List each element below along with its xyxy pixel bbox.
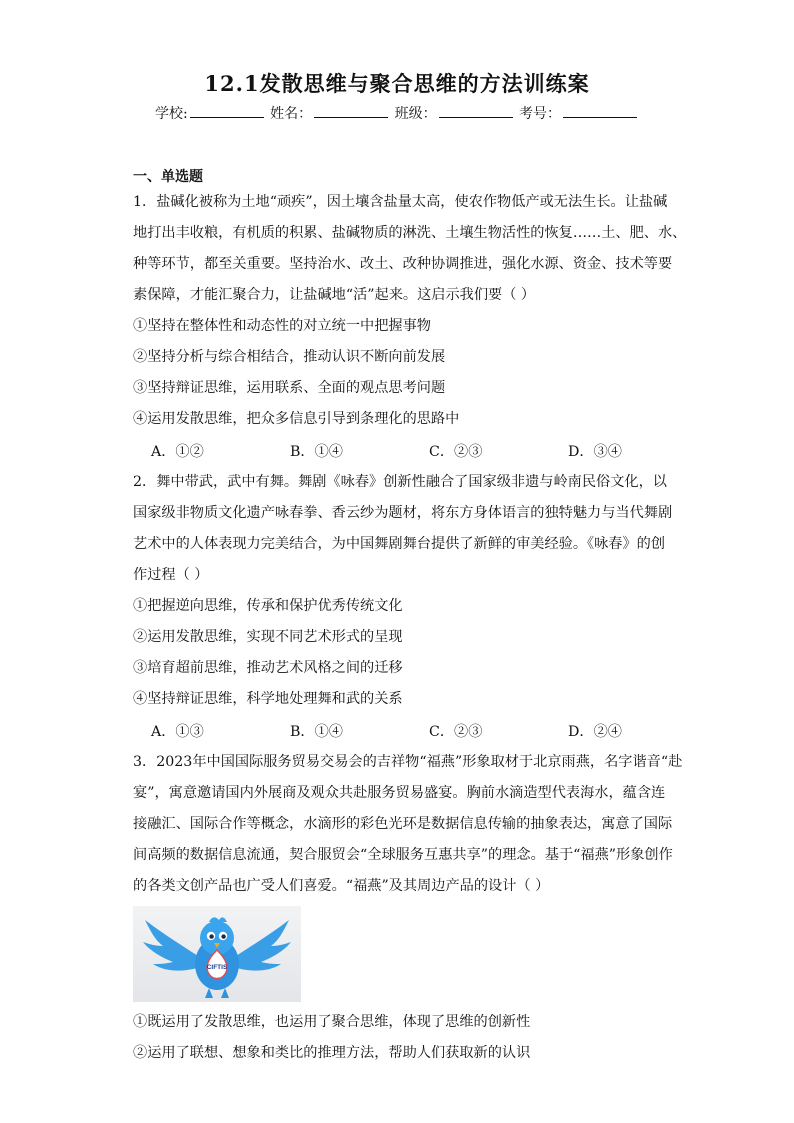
q2-line: 国家级非物质文化遗产咏春拳、香云纱为题材，将东方身体语言的独特魅力与当代舞剧 xyxy=(133,505,673,521)
q3-line: 宴”，寓意邀请国内外展商及观众共赴服务贸易盛宴。胸前水滴造型代表海水，蕴含连 xyxy=(133,785,666,801)
school-label: 学校: xyxy=(154,106,188,122)
name-label: 姓名： xyxy=(270,106,313,122)
q1-option-b[interactable]: B．①④ xyxy=(290,444,343,460)
q1-line: 1．盐碱化被称为土地“顽疾”，因土壤含盐量太高，使农作物低产或无法生长。让盐碱 xyxy=(133,194,668,210)
q2-option-c[interactable]: C．②③ xyxy=(429,724,483,740)
number-label: 考号： xyxy=(519,106,562,122)
mascot-image xyxy=(133,906,301,1002)
q2-option-d[interactable]: D．②④ xyxy=(568,724,622,740)
q1-option-d[interactable]: D．③④ xyxy=(568,444,622,460)
name-blank[interactable] xyxy=(314,104,388,118)
q1-option-a[interactable]: A．①② xyxy=(151,444,204,460)
q1-line: 地打出丰收粮，有机质的积累、盐碱物质的淋洗、土壤生物活性的恢复……土、肥、水、 xyxy=(133,225,687,241)
school-blank[interactable] xyxy=(190,104,264,118)
q3-statement: ②运用了联想、想象和类比的推理方法，帮助人们获取新的认识 xyxy=(133,1045,531,1061)
page-title: 12.1发散思维与聚合思维的方法训练案 xyxy=(204,71,590,96)
section-heading: 一、单选题 xyxy=(133,169,203,185)
q3-line: 接融汇、国际合作等概念，水滴形的彩色光环是数据信息传输的抽象表达，寓意了国际 xyxy=(133,816,673,832)
q2-line: 作过程（ ） xyxy=(133,567,209,583)
q2-line: 艺术中的人体表现力完美结合，为中国舞剧舞台提供了新鲜的审美经验。《咏春》的创 xyxy=(133,536,666,552)
class-label: 班级： xyxy=(394,106,437,122)
q2-line: 2．舞中带武，武中有舞。舞剧《咏春》创新性融合了国家级非遗与岭南民俗文化，以 xyxy=(133,474,667,490)
q1-statement: ①坚持在整体性和动态性的对立统一中把握事物 xyxy=(133,318,431,334)
mascot-bird-icon xyxy=(133,906,301,1002)
q1-line: 素保障，才能汇聚合力，让盐碱地“活”起来。这启示我们要（ ） xyxy=(133,287,536,303)
class-blank[interactable] xyxy=(439,104,513,118)
q2-options xyxy=(151,721,707,741)
q2-statement: ④坚持辩证思维，科学地处理舞和武的关系 xyxy=(133,691,403,707)
q2-option-a[interactable]: A．①③ xyxy=(151,724,204,740)
q1-statement: ④运用发散思维，把众多信息引导到条理化的思路中 xyxy=(133,411,460,427)
q3-line: 间高频的数据信息流通，契合服贸会“全球服务互惠共享”的理念。基于“福燕”形象创作 xyxy=(133,847,673,863)
q1-line: 种等环节，都至关重要。坚持治水、改土、改种协调推进，强化水源、资金、技术等要 xyxy=(133,256,673,272)
mascot-badge-text: CIFTIS xyxy=(206,964,228,971)
q2-statement: ③培育超前思维，推动艺术风格之间的迁移 xyxy=(133,660,403,676)
q1-option-c[interactable]: C．②③ xyxy=(429,444,483,460)
q1-options xyxy=(151,441,707,461)
q2-statement: ①把握逆向思维，传承和保护优秀传统文化 xyxy=(133,598,403,614)
q1-statement: ②坚持分析与综合相结合，推动认识不断向前发展 xyxy=(133,349,446,365)
q3-line: 3．2023年中国国际服务贸易交易会的吉祥物“福燕”形象取材于北京雨燕，名字谐音“赴 xyxy=(133,754,683,770)
number-blank[interactable] xyxy=(563,104,637,118)
q2-option-b[interactable]: B．①④ xyxy=(290,724,343,740)
q3-line: 的各类文创产品也广受人们喜爱。“福燕”及其周边产品的设计（ ） xyxy=(133,878,550,894)
q1-statement: ③坚持辩证思维，运用联系、全面的观点思考问题 xyxy=(133,380,446,396)
student-info-row xyxy=(0,103,794,123)
q3-statement: ①既运用了发散思维，也运用了聚合思维，体现了思维的创新性 xyxy=(133,1014,531,1030)
q2-statement: ②运用发散思维，实现不同艺术形式的呈现 xyxy=(133,629,403,645)
